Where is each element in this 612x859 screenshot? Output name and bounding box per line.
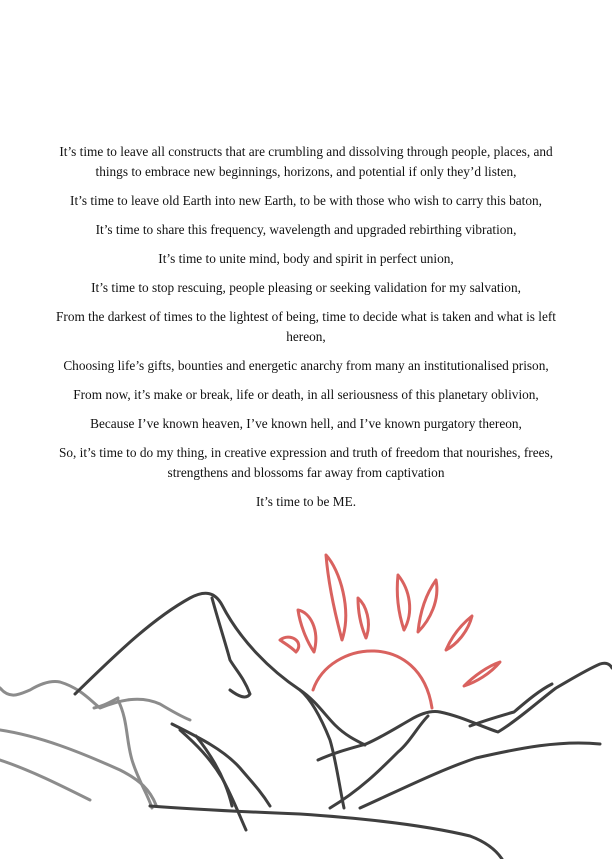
poem-line-9: Because I’ve known heaven, I’ve known hell, and I’ve known purgatory thereon, <box>90 416 522 431</box>
poem-text <box>56 142 556 521</box>
poem-line-7: Choosing life’s gifts, bounties and energetic anarchy from many an institutionalised prison, <box>63 358 549 373</box>
poem-line-10: So, it’s time to do my thing, in creative expression and truth of freedom that nourishes, frees, strengthens and blossoms far away from captivation <box>58 445 554 480</box>
light-mountain-range <box>0 681 190 808</box>
poem-line-2: It’s time to leave old Earth into new Earth, to be with those who wish to carry this baton, <box>70 193 542 208</box>
poem-line-6: From the darkest of times to the lightest of being, time to decide what is taken and what is left hereon, <box>56 309 556 344</box>
mountain-sunrise-illustration <box>0 540 612 859</box>
sun-ray <box>446 616 472 650</box>
sun-ray <box>358 598 368 638</box>
sun-ray <box>326 555 346 640</box>
poem-line-11: It’s time to be ME. <box>255 494 357 509</box>
poem-line-8: From now, it’s make or break, life or death, in all seriousness of this planetary oblivion, <box>73 387 539 402</box>
sun-ray <box>298 610 316 652</box>
poem-line-4: It’s time to unite mind, body and spirit in perfect union, <box>158 251 454 266</box>
sun-illustration <box>280 555 500 708</box>
poem-line-3: It’s time to share this frequency, wavelength and upgraded rebirthing vibration, <box>95 222 517 237</box>
sun-ray <box>280 637 299 652</box>
poem-line-5: It’s time to stop rescuing, people pleasing or seeking validation for my salvation, <box>91 280 521 295</box>
poem-line-1: It’s time to leave all constructs that are crumbling and dissolving through people, places, and things to embrace new beginnings, horizons, and potential if only they’d listen, <box>59 144 553 179</box>
sun-arc <box>313 651 432 708</box>
sun-ray <box>418 580 437 632</box>
sun-ray <box>464 662 500 686</box>
sun-ray <box>397 575 409 630</box>
